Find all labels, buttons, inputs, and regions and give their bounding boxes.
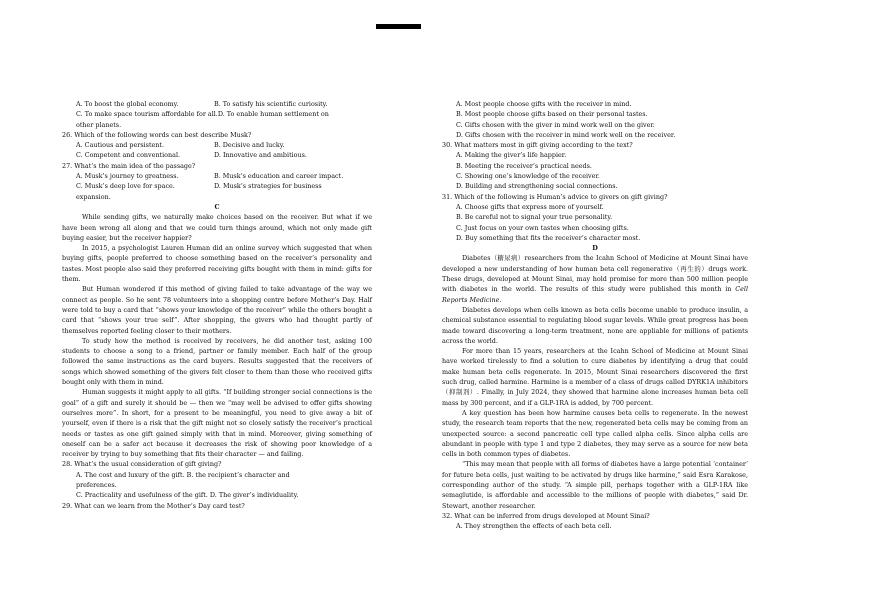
question-27: 27. What’s the main idea of the passage? bbox=[62, 161, 196, 170]
passage-d-paragraph-4: A key question has been how harmine causes beta cells to regenerate. In the newest study, the research team reports that the new, regenerated beta cells may be coming from an unexpected source: a second pancreatic cell type called alpha cells. Since alpha cells are abundant in people with type 1 and type 2 diabetes, they may serve as a source for new beta cells in both common types of diabetes. bbox=[442, 408, 748, 459]
passage-d-paragraph-1 bbox=[442, 253, 748, 304]
journal-name: Cell Reports Medicine bbox=[442, 285, 748, 304]
question-29-option-c: C. Gifts chosen with the giver in mind work well on the giver. bbox=[456, 120, 655, 129]
option-a: A. To boost the global economy. bbox=[76, 100, 179, 108]
question-32: 32. What can be inferred from drugs developed at Mount Sinai? bbox=[442, 511, 650, 520]
option-a: A. Musk’s journey to greatness. bbox=[76, 172, 179, 181]
passage-d-paragraph-3: For more than 15 years, researchers at the Icahn School of Medicine at Mount Sinai have worked tirelessly to find a solution to cure diabetes by identifying a drug that could make human beta cells regenerate. In 2015, Mount Sinai researchers discovered the first such drug, called harmine. Harmine is a member of a class of drugs called DYRK1A inhibitors（抑制剂）. Finally, in July 2024, they showed that harmine alone increases human beta cell mass by 300 percent, and if a GLP-1RA is added, by 700 percent. bbox=[442, 347, 748, 407]
left-column bbox=[62, 99, 372, 511]
passage-c-paragraph-1: While sending gifts, we naturally make choices based on the receiver. But what if we have been wrong all along and that we could turn things around, which not only made gift buying easier, but the receiver happier? bbox=[62, 213, 372, 242]
question-26-options-cd bbox=[62, 150, 372, 160]
question-29-option-a: A. Most people choose gifts with the receiver in mind. bbox=[456, 100, 632, 108]
passage-c-paragraph-5: Human suggests it might apply to all gifts. “If building stronger social connections is the goal” of a gift and surely it should be — then we “may well be advised to offer gifts showing ourselves more”. In short, for a present to be meaningful, you need to give away a bit of yourself, even if there is a risk that the gift might not so closely satisfy the receiver’s practical needs or tastes as one gift gained simply with that in mind. Moreover, giving something of oneself can be a safer act because it decreases the risk of showing poor knowledge of a receiver by trying to buy something that fits their character — and failing. bbox=[62, 388, 372, 459]
passage-c-paragraph-4: To study how the method is received by receivers, he did another test, asking 100 students to choose a song to a friend, partner or family member. Each half of the group followed the same instructions as the card buyers. Results suggested that the receivers of songs which showed something of the givers felt closer to them than those who received gifts bought only with them in mind. bbox=[62, 336, 372, 387]
question-30: 30. What matters most in gift giving according to the text? bbox=[442, 141, 633, 150]
section-d-heading: D bbox=[592, 244, 598, 253]
option-c: C. Musk’s deep love for space. bbox=[76, 182, 175, 191]
question-30-option-a: A. Making the giver’s life happier. bbox=[456, 151, 567, 160]
passage-d-paragraph-1-text: Diabetes（糖尿病）researchers from the Icahn School of Medicine at Mount Sinai have developed a new understanding of how human beta cell regenerative（再生的）drugs work. These drugs, developed at Mount Sinai, may hold promise for more than 500 million people with diabetes in the world. The results of this study were published this month in bbox=[442, 254, 748, 294]
question-27-options-cd bbox=[62, 181, 372, 191]
option-b: B. Decisive and lucky. bbox=[214, 141, 285, 150]
section-c-heading: C bbox=[214, 202, 220, 211]
question-28: 28. What’s the usual consideration of gift giving? bbox=[62, 460, 222, 469]
question-29: 29. What can we learn from the Mother’s Day card test? bbox=[62, 501, 245, 510]
passage-c-paragraph-3: But Human wondered if this method of giving failed to take advantage of the way we connect as people. So he sent 78 volunteers into a shopping centre before Mother’s Day. Half were told to buy a card that “shows your knowledge of the receiver” while the others bought a card that “shows your true self”. After shopping, the givers who had thought partly of themselves reported feeling closer to their mothers. bbox=[62, 285, 372, 335]
question-31-option-c: C. Just focus on your own tastes when choosing gifts. bbox=[456, 223, 629, 232]
option-b: B. Musk’s education and career impact. bbox=[214, 172, 344, 181]
question-26: 26. Which of the following words can best describe Musk? bbox=[62, 130, 252, 139]
question-25-options-cd: C. To make space tourism affordable for all.D. To enable human settlement on bbox=[76, 110, 329, 119]
option-d: D. Musk’s strategies for business bbox=[214, 182, 322, 191]
question-30-option-c: C. Showing one’s knowledge of the receiver. bbox=[456, 172, 600, 181]
question-27-options-cd-cont: expansion. bbox=[76, 192, 111, 201]
passage-d-paragraph-1-end: . bbox=[499, 295, 502, 304]
option-b: B. To satisfy his scientific curiosity. bbox=[214, 100, 328, 108]
question-31: 31. Which of the following is Human’s advice to givers on gift giving? bbox=[442, 192, 668, 201]
question-31-option-b: B. Be careful not to signal your true personality. bbox=[456, 213, 613, 222]
right-column bbox=[442, 99, 748, 531]
question-27-options-ab bbox=[62, 171, 372, 181]
question-32-option-a: A. They strengthen the effects of each beta cell. bbox=[456, 522, 612, 531]
question-31-option-a: A. Choose gifts that express more of yourself. bbox=[456, 202, 604, 211]
question-30-option-b: B. Meeting the receiver’s practical needs. bbox=[456, 161, 592, 170]
question-30-option-d: D. Building and strengthening social connections. bbox=[456, 182, 618, 191]
passage-d-paragraph-5: “This may mean that people with all forms of diabetes have a large potential ‘container’ for future beta cells, just waiting to be activated by drugs like harmine,” said Esra Karakose, corresponding author of the study. “A simple pill, perhaps together with a GLP-1RA like semaglutide, is affordable and accessible to the millions of people with diabetes,” said Dr. Stewart, another researcher. bbox=[442, 460, 748, 510]
passage-c-paragraph-2: In 2015, a psychologist Lauren Human did an online survey which suggested that when buying gifts, people preferred to choose something based on the receiver’s personality and tastes. Most people also said they preferred receiving gifts bought with them in mind: gifts for them. bbox=[62, 244, 372, 284]
question-25-options-cd-cont: other planets. bbox=[76, 120, 122, 129]
question-25-options-ab bbox=[62, 99, 372, 109]
header-bar bbox=[376, 24, 421, 29]
question-28-options-ab-cont: preferences. bbox=[76, 480, 117, 489]
option-a: A. Cautious and persistent. bbox=[76, 141, 165, 150]
option-d: D. Innovative and ambitious. bbox=[214, 151, 307, 160]
passage-d-paragraph-2: Diabetes develops when cells known as beta cells become unable to produce insulin, a chemical substance essential to regulating blood sugar levels. While great progress has been made toward discovering a long-term treatment, none are appliable for millions of patients across the world. bbox=[442, 305, 748, 345]
option-c: C. Competent and conventional. bbox=[76, 151, 181, 160]
question-28-options-cd: C. Practicality and usefulness of the gift. D. The giver’s individuality. bbox=[76, 491, 299, 500]
question-31-option-d: D. Buy something that fits the receiver’s character most. bbox=[456, 233, 641, 242]
question-26-options-ab bbox=[62, 140, 372, 150]
question-29-option-d: D. Gifts chosen with the receiver in mind work well on the receiver. bbox=[456, 130, 676, 139]
question-28-options-ab: A. The cost and luxury of the gift. B. the recipient’s character and bbox=[76, 470, 290, 479]
question-29-option-b: B. Most people choose gifts based on their personal tastes. bbox=[456, 110, 648, 119]
